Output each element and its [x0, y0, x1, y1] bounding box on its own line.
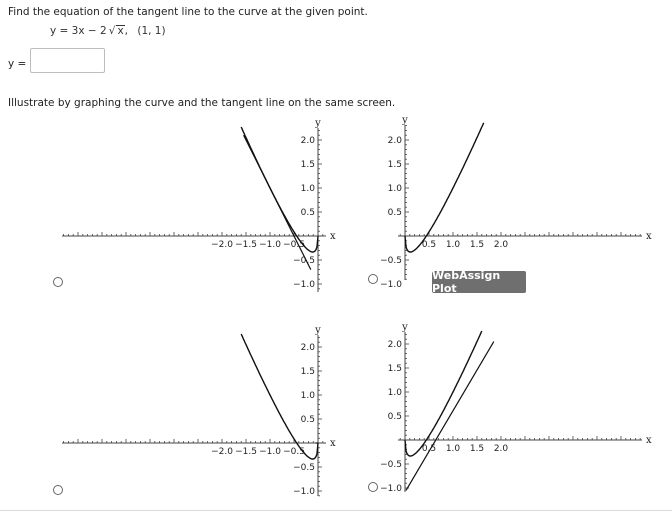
y-tick-label: −0.5: [293, 256, 315, 266]
answer-label: y =: [8, 58, 27, 70]
x-axis-label: x: [330, 231, 336, 242]
option-d-radio[interactable]: [368, 482, 378, 492]
option-b-radio[interactable]: [368, 274, 378, 284]
x-tick-label: −1.0: [259, 240, 281, 250]
y-tick-label: 2.0: [387, 136, 402, 146]
curve-line: [405, 331, 485, 456]
x-tick-label: −1.0: [259, 447, 281, 457]
x-axis-label: x: [646, 435, 652, 446]
curve-line: [405, 123, 484, 252]
y-tick-label: −0.5: [380, 256, 402, 266]
x-tick-label: 1.0: [445, 444, 461, 454]
y-tick-label: 0.5: [387, 208, 402, 218]
x-tick-label: −1.5: [235, 447, 257, 457]
y-tick-label: −1.0: [380, 280, 402, 290]
y-axis-label: y: [315, 325, 321, 336]
y-axis-label: y: [402, 115, 408, 126]
x-tick-label: −0.5: [283, 240, 305, 250]
radical-sign: √: [108, 25, 116, 37]
x-tick-label: 1.5: [469, 240, 485, 250]
y-axis-label: y: [315, 118, 321, 129]
y-axis-label: y: [402, 322, 408, 333]
x-tick-label: 2.0: [493, 240, 509, 250]
y-tick-label: 0.5: [300, 415, 315, 425]
x-tick-label: 0.5: [421, 240, 437, 250]
webassign-plot-button[interactable]: WebAssign Plot: [432, 271, 526, 293]
tangent-line: [406, 342, 494, 491]
x-tick-label: −1.5: [235, 240, 257, 250]
x-tick-label: 1.5: [469, 444, 485, 454]
option-c-radio[interactable]: [53, 485, 63, 495]
x-tick-label: −0.5: [283, 447, 305, 457]
x-tick-label: 1.0: [445, 240, 461, 250]
y-tick-label: 1.5: [300, 367, 315, 377]
illustrate-prompt: Illustrate by graphing the curve and the tangent line on the same screen.: [8, 97, 396, 109]
x-tick-label: 2.0: [493, 444, 509, 454]
x-axis-label: x: [330, 438, 336, 449]
y-tick-label: 2.0: [300, 136, 315, 146]
x-axis-label: x: [646, 231, 652, 242]
y-tick-label: 1.0: [300, 184, 315, 194]
divider: [0, 510, 672, 511]
question-prompt: Find the equation of the tangent line to the curve at the given point.: [8, 6, 368, 18]
y-tick-label: 1.0: [387, 184, 402, 194]
y-tick-label: 1.5: [387, 364, 402, 374]
x-tick-label: −2.0: [211, 447, 233, 457]
given-point: (1, 1): [137, 25, 166, 37]
y-tick-label: −1.0: [380, 484, 402, 494]
y-tick-label: −0.5: [380, 460, 402, 470]
y-tick-label: 1.5: [387, 160, 402, 170]
y-tick-label: −1.0: [293, 280, 315, 290]
y-tick-label: 1.0: [387, 388, 402, 398]
y-tick-label: 2.0: [387, 340, 402, 350]
y-tick-label: −1.0: [293, 487, 315, 497]
y-tick-label: 0.5: [300, 208, 315, 218]
function-prefix: y = 3x − 2: [50, 25, 107, 37]
y-tick-label: −0.5: [293, 463, 315, 473]
x-tick-label: 0.5: [421, 444, 437, 454]
function-radicand: x: [117, 25, 124, 37]
function-equation: y = 3x − 2 √ x, (1, 1): [50, 25, 166, 37]
x-tick-label: −2.0: [211, 240, 233, 250]
y-tick-label: 1.0: [300, 391, 315, 401]
y-tick-label: 0.5: [387, 412, 402, 422]
option-a-radio[interactable]: [53, 277, 63, 287]
y-tick-label: 1.5: [300, 160, 315, 170]
y-tick-label: 2.0: [300, 343, 315, 353]
